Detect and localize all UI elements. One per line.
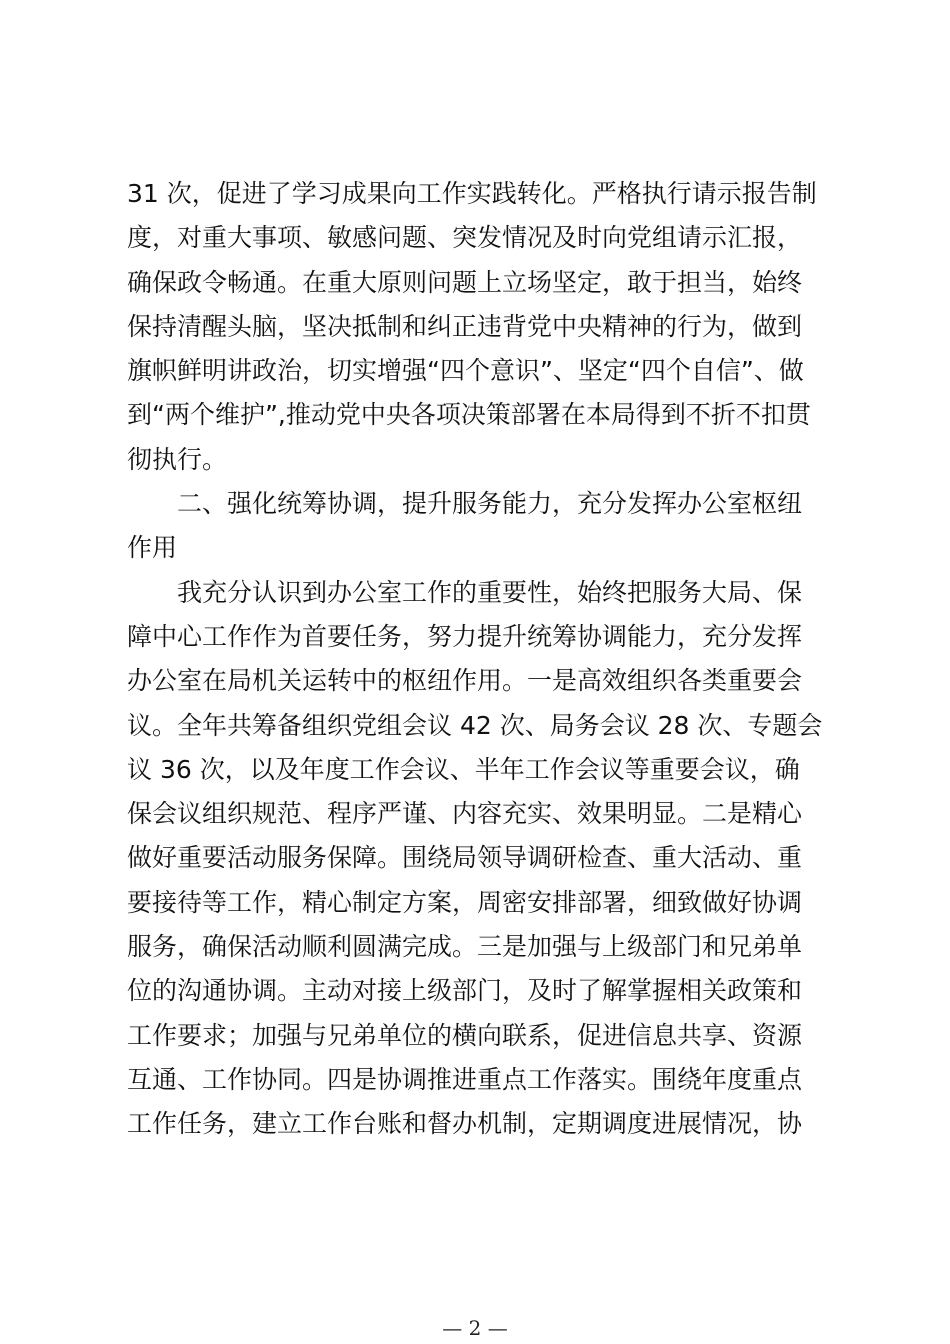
body-line: 要接待等工作，精心制定方案，周密安排部署，细致做好协调 bbox=[127, 887, 803, 917]
body-line: 做好重要活动服务保障。围绕局领导调研检查、重大活动、重 bbox=[127, 843, 803, 873]
body-line: 议。全年共筹备组织党组会议 42 次、局务会议 28 次、专题会 bbox=[127, 710, 823, 740]
body-line: 旗帜鲜明讲政治，切实增强“四个意识”、坚定“四个自信”、做 bbox=[127, 356, 804, 386]
body-line: 保持清醒头脑，坚决抵制和纠正违背党中央精神的行为，做到 bbox=[127, 311, 803, 341]
body-line: 议 36 次，以及年度工作会议、半年工作会议等重要会议，确 bbox=[127, 754, 800, 784]
body-line: 互通、工作协同。四是协调推进重点工作落实。围绕年度重点 bbox=[127, 1064, 803, 1094]
body-line: 31 次，促进了学习成果向工作实践转化。严格执行请示报告制 bbox=[127, 179, 817, 208]
body-line: 位的沟通协调。主动对接上级部门，及时了解掌握相关政策和 bbox=[127, 976, 803, 1006]
body-line: 到“两个维护”,推动党中央各项决策部署在本局得到不折不扣贯 bbox=[127, 400, 811, 430]
body-line: 工作要求；加强与兄弟单位的横向联系，促进信息共享、资源 bbox=[127, 1020, 803, 1050]
page-number: — 2 — bbox=[442, 1316, 508, 1340]
body-line: 服务，确保活动顺利圆满完成。三是加强与上级部门和兄弟单 bbox=[127, 932, 803, 962]
body-line: 彻执行。 bbox=[127, 444, 228, 474]
section-heading-line: 二、强化统筹协调，提升服务能力，充分发挥办公室枢纽 bbox=[177, 489, 803, 519]
body-line: 工作任务，建立工作台账和督办机制，定期调度进展情况，协 bbox=[127, 1109, 803, 1139]
body-line: 我充分认识到办公室工作的重要性，始终把服务大局、保 bbox=[177, 577, 803, 607]
document-body bbox=[127, 172, 832, 1147]
body-line: 度，对重大事项、敏感问题、突发情况及时向党组请示汇报， bbox=[127, 223, 803, 253]
body-line: 办公室在局机关运转中的枢纽作用。一是高效组织各类重要会 bbox=[127, 666, 803, 696]
section-heading-line: 作用 bbox=[127, 533, 178, 563]
body-line: 障中心工作作为首要任务，努力提升统筹协调能力，充分发挥 bbox=[127, 621, 803, 651]
body-line: 确保政令畅通。在重大原则问题上立场坚定，敢于担当，始终 bbox=[127, 267, 803, 297]
body-line: 保会议组织规范、程序严谨、内容充实、效果明显。二是精心 bbox=[127, 799, 803, 829]
